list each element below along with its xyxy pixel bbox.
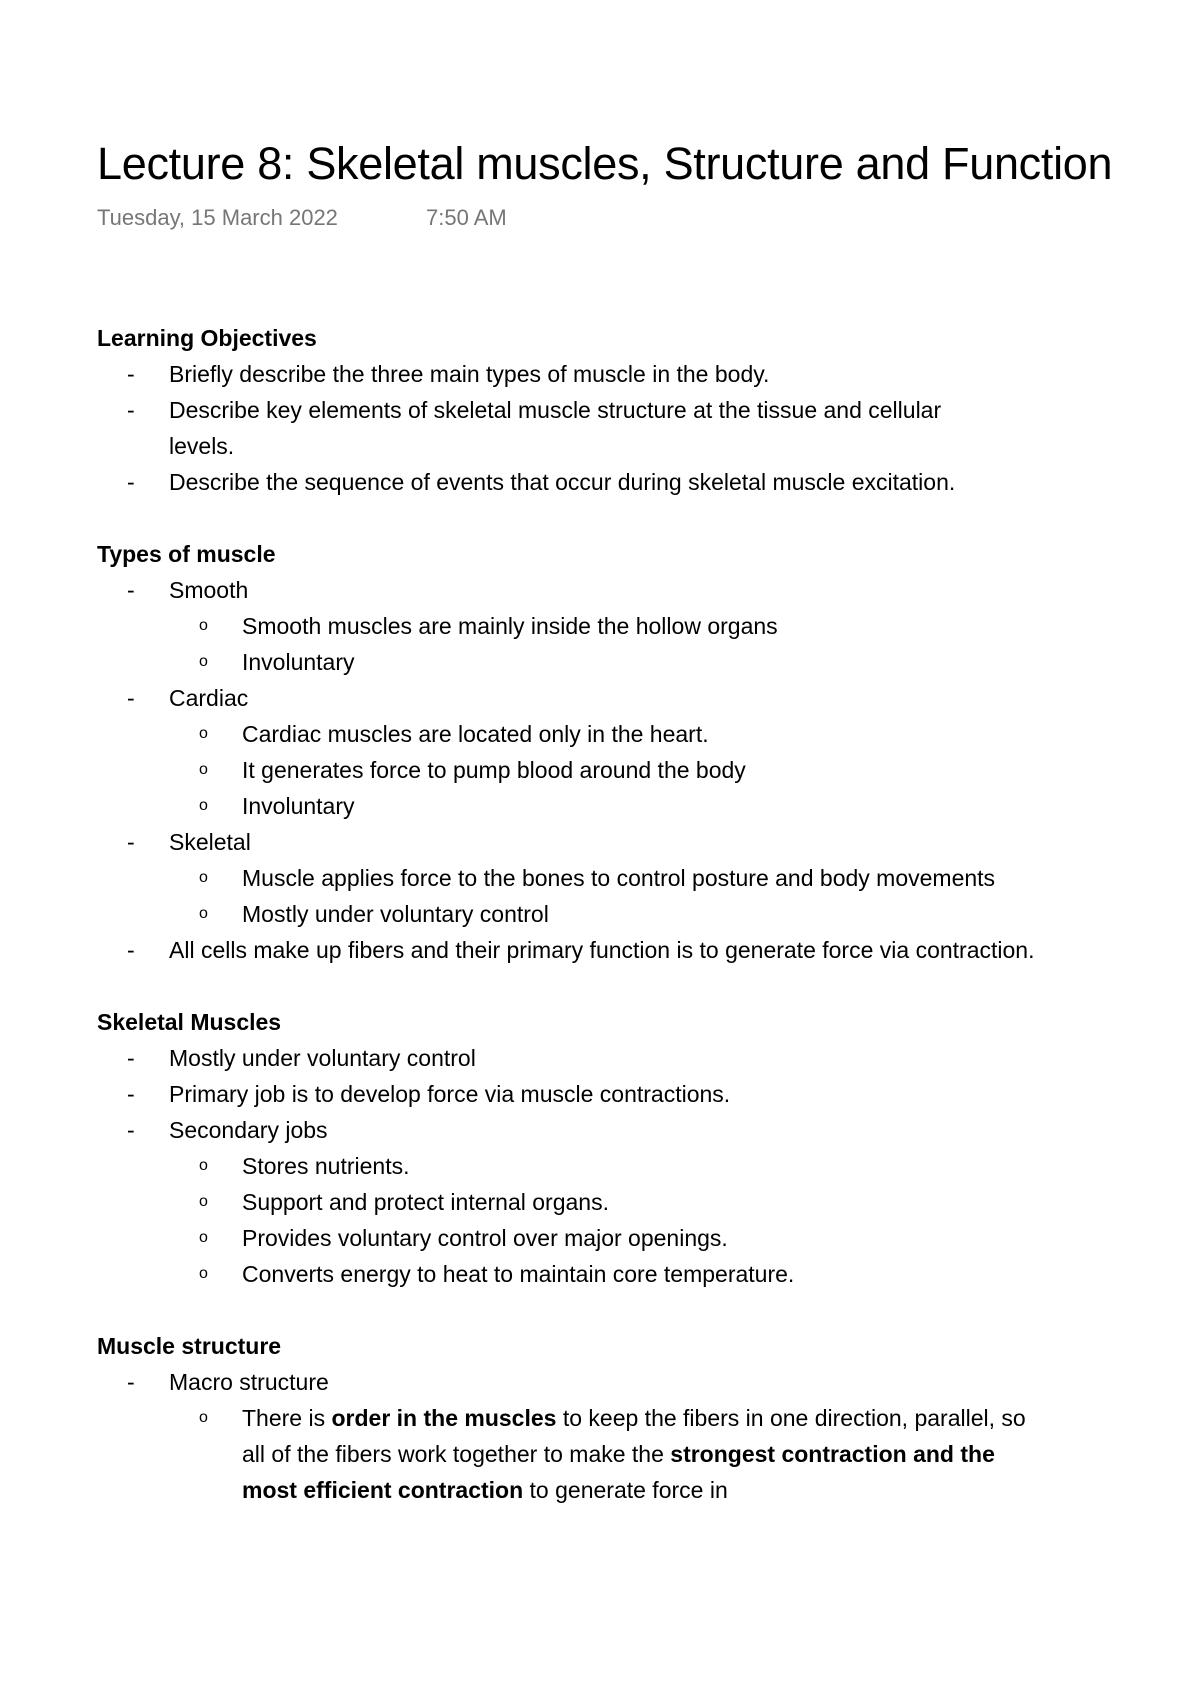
circle-bullet: o — [199, 617, 208, 634]
circle-bullet: o — [199, 905, 208, 922]
page-title: Lecture 8: Skeletal muscles, Structure and Function — [97, 138, 1113, 189]
dash-bullet: - — [127, 361, 135, 387]
section-heading: Muscle structure — [97, 1333, 282, 1359]
section-heading: Skeletal Muscles — [97, 1009, 282, 1035]
sub-list-item — [97, 1400, 1117, 1508]
sub-list-item: o Provides voluntary control over major openings. — [97, 1220, 1117, 1256]
list-item-smooth: - Smooth — [97, 572, 1117, 608]
list-item-macro-structure: - Macro structure — [97, 1364, 1117, 1400]
dash-bullet: - — [127, 577, 135, 603]
circle-bullet: o — [199, 1157, 208, 1174]
page-bottom-margin — [0, 1555, 1200, 1698]
section-heading: Learning Objectives — [97, 325, 317, 351]
list-item: - All cells make up fibers and their primary function is to generate force via contraction. — [97, 932, 1117, 968]
dash-bullet: - — [127, 937, 135, 963]
dash-bullet: - — [127, 1081, 135, 1107]
sub-list-item: o Stores nutrients. — [97, 1148, 1117, 1184]
page-content — [97, 320, 1117, 1508]
list-item: - Primary job is to develop force via muscle contractions. — [97, 1076, 1117, 1112]
sub-list-item: o Involuntary — [97, 644, 1117, 680]
circle-bullet: o — [199, 1265, 208, 1282]
circle-bullet: o — [199, 761, 208, 778]
circle-bullet: o — [199, 725, 208, 742]
dash-bullet: - — [127, 1117, 135, 1143]
dash-bullet: - — [127, 685, 135, 711]
sub-list-item: o Involuntary — [97, 788, 1117, 824]
sub-list-item: o Smooth muscles are mainly inside the hollow organs — [97, 608, 1117, 644]
circle-bullet: o — [199, 1193, 208, 1210]
circle-bullet: o — [199, 869, 208, 886]
circle-bullet: o — [199, 653, 208, 670]
circle-bullet: o — [199, 1229, 208, 1246]
emphasis: order in the muscles — [331, 1405, 557, 1431]
circle-bullet: o — [199, 797, 208, 814]
sub-list-item: o Mostly under voluntary control — [97, 896, 1117, 932]
sub-list-item: o It generates force to pump blood around the body — [97, 752, 1117, 788]
dash-bullet: - — [127, 1369, 135, 1395]
list-item-skeletal: - Skeletal — [97, 824, 1117, 860]
list-item: - Mostly under voluntary control — [97, 1040, 1117, 1076]
section-types-of-muscle — [97, 536, 1117, 968]
section-muscle-structure — [97, 1328, 1117, 1508]
page-date: Tuesday, 15 March 2022 — [97, 205, 338, 230]
list-item-secondary-jobs: - Secondary jobs — [97, 1112, 1117, 1148]
page-time: 7:50 AM — [426, 205, 507, 230]
sub-list-item: o Cardiac muscles are located only in the heart. — [97, 716, 1117, 752]
list-item: - Describe key elements of skeletal muscle structure at the tissue and cellular levels. — [97, 392, 1117, 464]
emphasis: strongest contraction and the most efficient contraction — [242, 1441, 995, 1503]
list-item: - Describe the sequence of events that occur during skeletal muscle excitation. — [97, 464, 1117, 500]
dash-bullet: - — [127, 1045, 135, 1071]
section-learning-objectives — [97, 320, 1117, 500]
section-heading: Types of muscle — [97, 541, 276, 567]
list-item-cardiac: - Cardiac — [97, 680, 1117, 716]
dash-bullet: - — [127, 829, 135, 855]
dash-bullet: - — [127, 397, 135, 423]
list-item: - Briefly describe the three main types of muscle in the body. — [97, 356, 1117, 392]
sub-list-item: o Support and protect internal organs. — [97, 1184, 1117, 1220]
dash-bullet: - — [127, 469, 135, 495]
circle-bullet: o — [199, 1409, 208, 1426]
sub-list-item: o Converts energy to heat to maintain core temperature. — [97, 1256, 1117, 1292]
macro-structure-sentence: There is order in the muscles to keep the fibers in one direction, parallel, so all of the fibers work together to make the strongest contraction and the most efficient contraction to generate force in — [242, 1405, 1026, 1503]
section-skeletal-muscles — [97, 1004, 1117, 1292]
sub-list-item: o Muscle applies force to the bones to control posture and body movements — [97, 860, 1117, 896]
